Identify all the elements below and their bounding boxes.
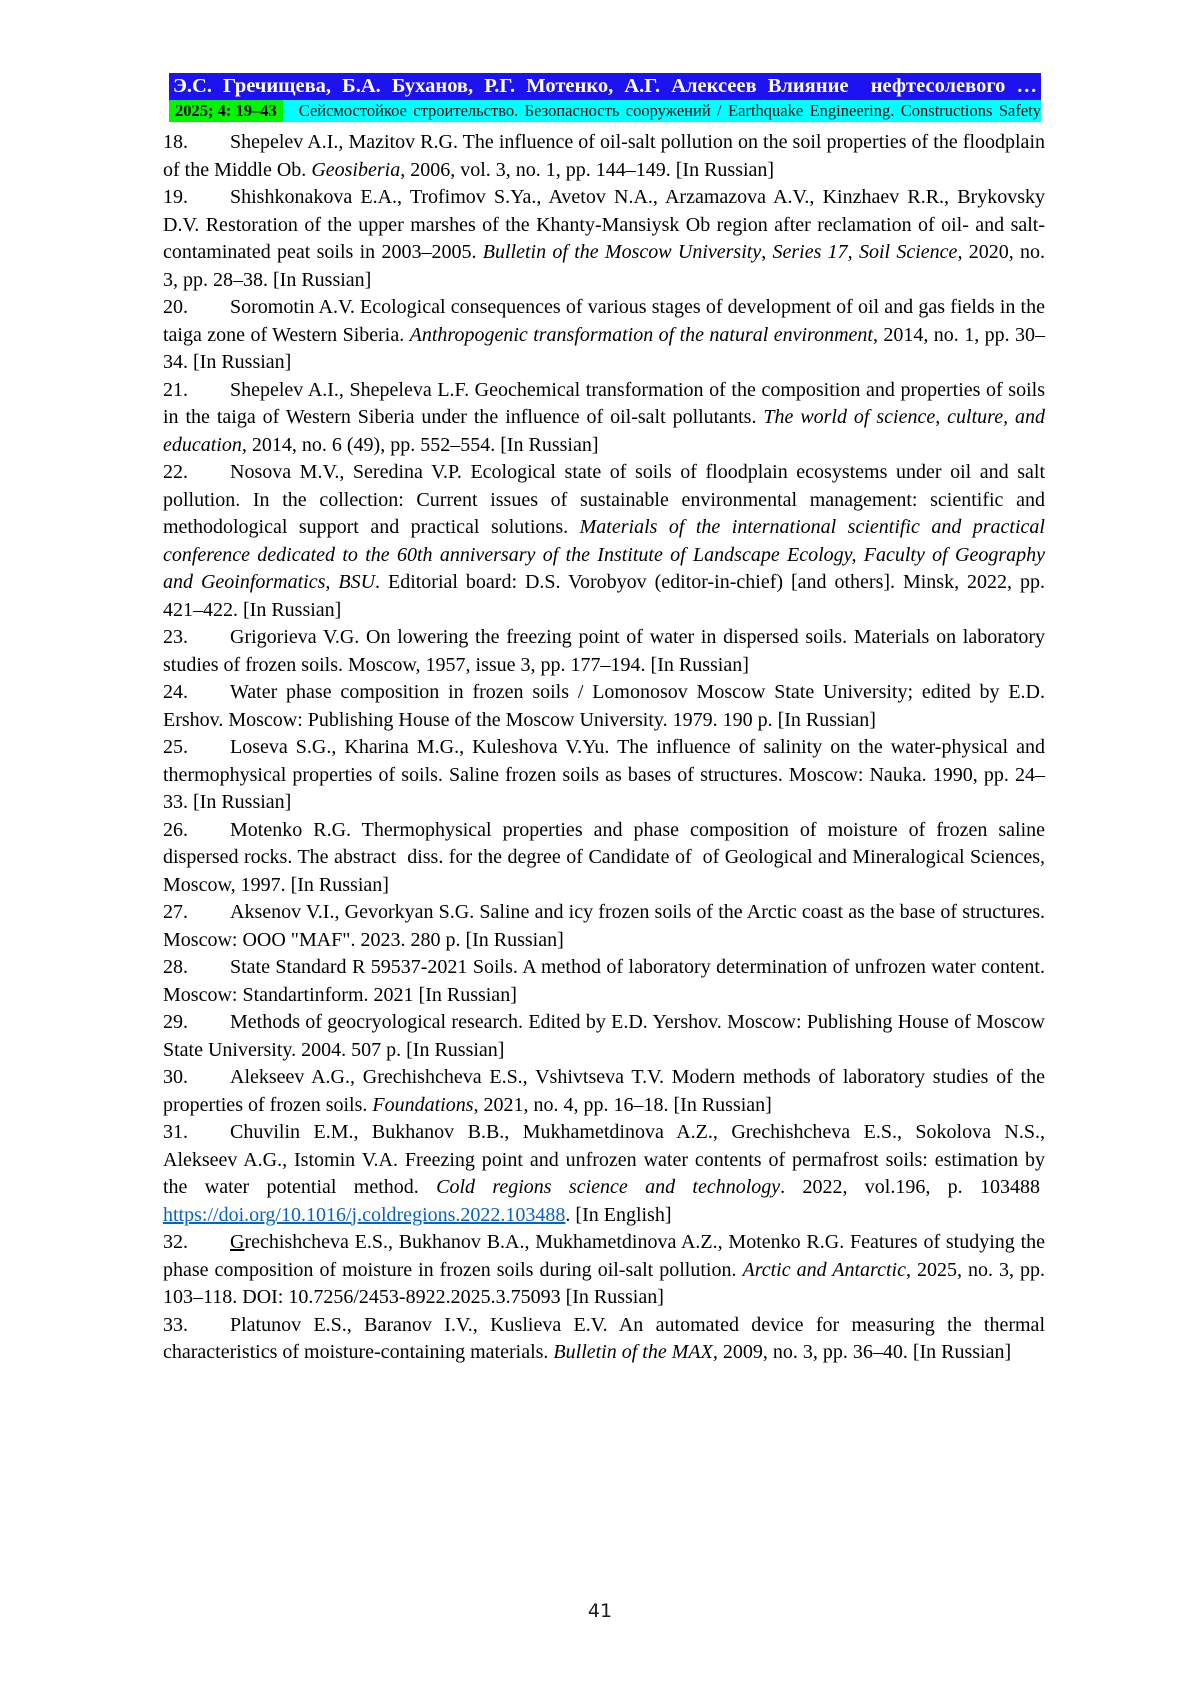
reference-text: . [In English] (565, 1203, 672, 1226)
reference-text: Motenko R.G. Thermophysical properties and phase composition of moisture of frozen saline dispersed rocks. The abstract diss. for the degree of Candidate of of Geological and Mineralogical Sciences, Moscow, 1997. [In Russian] (163, 818, 1045, 896)
reference-item (163, 1009, 1045, 1064)
running-head-title: Э.С. Гречищева, Б.А. Буханов, Р.Г. Мотенко, А.Г. Алексеев Влияние нефтесолевого … (169, 73, 1041, 100)
reference-item (163, 954, 1045, 1009)
reference-text: , 2009, no. 3, pp. 36–40. [In Russian] (712, 1341, 1012, 1363)
reference-item (163, 377, 1045, 460)
reference-item (163, 734, 1045, 817)
reference-text: . 2022, vol.196, p. 103488 (780, 1176, 1045, 1198)
reference-text: Bulletin of the MAX (553, 1341, 713, 1363)
reference-text: , 2014, no. 6 (49), pp. 552–554. [In Russian] (241, 433, 599, 456)
reference-text: Nosova M.V., Seredina V.P. Ecological state of soils of floodplain ecosystems under oil and salt pollution. In the collection: Current issues of sustainable environmental management: scientific and methodological support and practical solutions. (163, 461, 1045, 538)
reference-number: 26. (163, 818, 188, 841)
reference-item (163, 624, 1045, 679)
reference-item (163, 817, 1045, 900)
reference-text: Bulletin of the Moscow University (482, 241, 762, 263)
reference-text: Grigorieva V.G. On lowering the freezing point of water in dispersed soils. Materials on laboratory studies of frozen soils. Moscow, 1957, issue 3, pp. 177–194. [In Russian] (163, 626, 1045, 676)
reference-text: Soromotin A.V. Ecological consequences of various stages of development of oil and gas fields in the taiga zone of Western Siberia. (163, 296, 1045, 346)
doi-link[interactable]: https://doi.org/10.1016/j.coldregions.2022.103488 (163, 1203, 566, 1226)
reference-item (163, 294, 1045, 377)
reference-item (163, 679, 1045, 734)
reference-text: , 2006, vol. 3, no. 1, pp. 144–149. [In Russian] (400, 158, 775, 181)
reference-text: Alekseev A.G., Grechishcheva E.S., Vshivtseva T.V. Modern methods of laboratory studies of the properties of frozen soils. (163, 1066, 1045, 1116)
reference-text: , 2020, no. 3, pp. 28–38. [In Russian] (163, 241, 1046, 291)
reference-text: G (230, 1231, 245, 1253)
reference-text: rechishcheva E.S., Bukhanov B.A., Mukhametdinova A.Z., Motenko R.G. Features of studying the phase composition of moisture in frozen soils during oil-salt pollution. (163, 1231, 1045, 1281)
reference-text: Arctic and Antarctic (742, 1258, 906, 1281)
reference-text: . Editorial board: D.S. Vorobyov (editor-in-chief) [and others]. Minsk, 2022, pp. 421–422. [In Russian] (163, 571, 1046, 621)
reference-number: 18. (163, 131, 188, 153)
reference-item (163, 1229, 1045, 1312)
reference-text: Cold regions science and technology (436, 1176, 781, 1198)
journal-strip (169, 100, 1041, 122)
reference-text: The world of science, culture, and education (163, 406, 1045, 456)
reference-item (163, 1119, 1045, 1229)
issue-badge: 2025; 4: 19–43 (169, 100, 283, 122)
reference-number: 24. (163, 681, 188, 703)
reference-text: Chuvilin E.M., Bukhanov B.B., Mukhametdinova A.Z., Grechishcheva E.S., Sokolova N.S., Alekseev A.G., Istomin V.A. Freezing point and unfrozen water contents of permafrost soils: estimation by the water potential method. (163, 1121, 1045, 1198)
reference-text: , 2025, no. 3, pp. 103–118. DOI: 10.7256/2453-8922.2025.3.75093 [In Russian] (163, 1258, 1045, 1308)
reference-item (163, 1312, 1045, 1367)
reference-number: 27. (163, 901, 188, 923)
reference-text: Platunov E.S., Baranov I.V., Kuslieva E.V. An automated device for measuring the thermal characteristics of moisture-containing materials. (163, 1313, 1045, 1363)
reference-item (163, 129, 1045, 184)
reference-item (163, 1064, 1045, 1119)
references-list (163, 129, 1045, 1367)
reference-number: 30. (163, 1066, 188, 1088)
reference-text: Methods of geocryological research. Edited by E.D. Yershov. Moscow: Publishing House of Moscow State University. 2004. 507 p. [In Russian] (163, 1011, 1045, 1061)
reference-text: Shepelev A.I., Mazitov R.G. The influence of oil-salt pollution on the soil properties of the floodplain of the Middle Ob. (163, 131, 1045, 181)
reference-number: 25. (163, 736, 188, 758)
reference-text: Series 17, Soil Science (772, 241, 958, 263)
reference-text: State Standard R 59537-2021 Soils. A method of laboratory determination of unfrozen water content. Moscow: Standartinform. 2021 [In Russian] (163, 956, 1045, 1006)
page-header (169, 73, 1041, 122)
reference-text: Geosiberia (311, 158, 401, 181)
page-number: 41 (587, 1600, 613, 1622)
reference-text: Loseva S.G., Kharina M.G., Kuleshova V.Yu. The influence of salinity on the water-physical and thermophysical properties of soils. Saline frozen soils as bases of structures. Moscow: Nauka. 1990, pp. 24–33. [In Russian] (163, 736, 1045, 813)
reference-number: 23. (163, 626, 188, 648)
reference-text: Anthropogenic transformation of the natural environment (409, 323, 873, 346)
reference-number: 29. (163, 1011, 188, 1033)
reference-text: , (761, 241, 773, 263)
reference-number: 28. (163, 956, 188, 978)
reference-text: Foundations (372, 1093, 474, 1116)
reference-number: 20. (163, 296, 188, 318)
reference-text: Shishkonakova E.A., Trofimov S.Ya., Avetov N.A., Arzamazova A.V., Kinzhaev R.R., Brykovsky D.V. Restoration of the upper marshes of the Khanty-Mansiysk Ob region after reclamation of oil- and salt-contaminated peat soils in 2003–2005. (163, 186, 1045, 263)
reference-item (163, 899, 1045, 954)
reference-text: , 2021, no. 4, pp. 16–18. [In Russian] (473, 1093, 772, 1116)
reference-number: 21. (163, 378, 188, 401)
journal-title: Сейсмостойкое строительство. Безопасность сооружений / Earthquake Engineering. Constructions Safety (298, 101, 1041, 120)
reference-number: 19. (163, 186, 188, 208)
reference-number: 33. (163, 1313, 188, 1336)
reference-item (163, 459, 1045, 624)
reference-item (163, 184, 1045, 294)
reference-text: Materials of the international scientific and practical conference dedicated to the 60th anniversary of the Institute of Landscape Ecology, Faculty of Geography and Geoinformatics, BSU (163, 516, 1045, 593)
reference-text: , 2014, no. 1, pp. 30–34. [In Russian] (163, 323, 1046, 373)
reference-number: 31. (163, 1121, 188, 1143)
reference-number: 22. (163, 461, 188, 483)
reference-text: Water phase composition in frozen soils / Lomonosov Moscow State University; edited by E.D. Ershov. Moscow: Publishing House of the Moscow University. 1979. 190 p. [In Russian] (163, 681, 1045, 731)
reference-number: 32. (163, 1231, 188, 1253)
reference-text: Shepelev A.I., Shepeleva L.F. Geochemical transformation of the composition and properties of soils in the taiga of Western Siberia under the influence of oil-salt pollutants. (163, 378, 1045, 428)
reference-text: Aksenov V.I., Gevorkyan S.G. Saline and icy frozen soils of the Arctic coast as the base of structures. Moscow: OOO "MAF". 2023. 280 p. [In Russian] (163, 901, 1045, 951)
